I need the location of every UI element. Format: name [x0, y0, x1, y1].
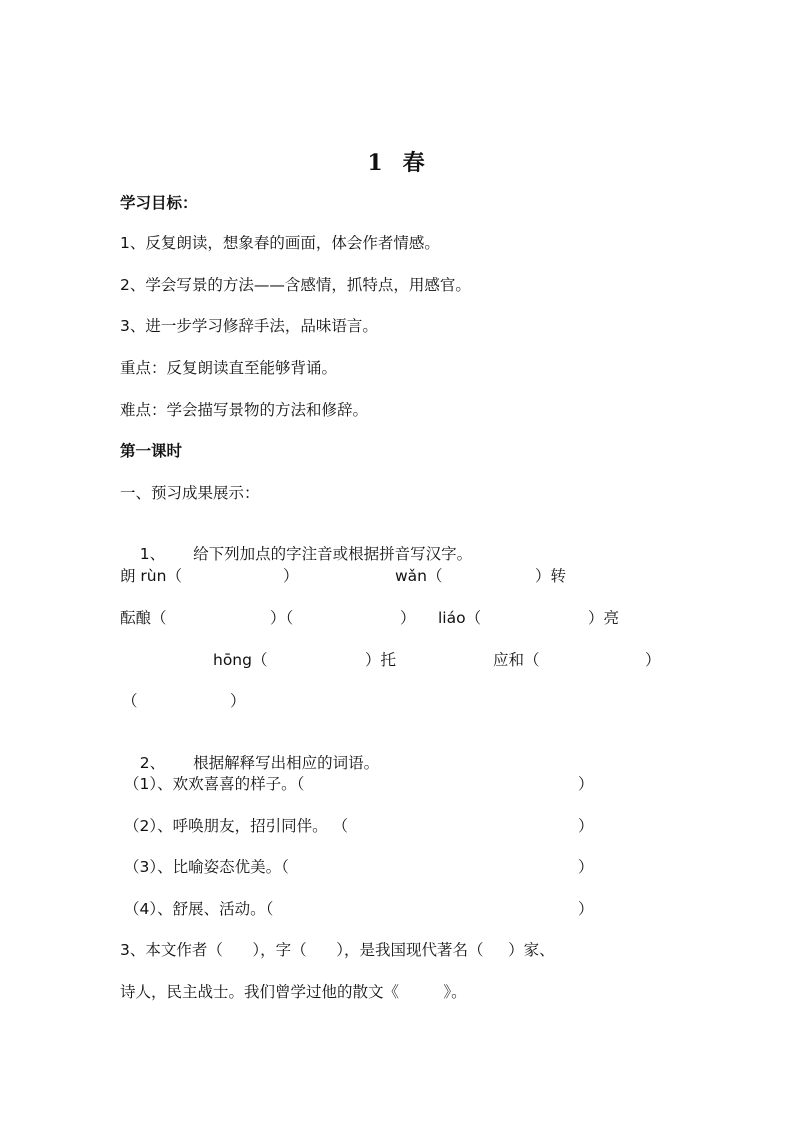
goals-heading: 学习目标： — [120, 194, 198, 212]
page-title — [0, 146, 794, 177]
title-text: 春 — [402, 150, 427, 176]
lesson-heading: 第一课时 — [120, 442, 183, 460]
q1-row2-b-close: ） — [400, 609, 416, 627]
q1-row1-a-close: ） — [283, 567, 299, 585]
q2-item-3-close: ） — [578, 858, 594, 876]
q1-row3-b-close: ） — [645, 651, 661, 669]
q2-item-1-label: （1）、欢欢喜喜的样子。（ — [124, 775, 305, 793]
q2-item-2-label: （2）、呼唤朋友，招引同伴。 （ — [124, 817, 349, 835]
q1-number: 1、 — [139, 545, 166, 563]
q1-row2-a-label: 酝酿（ — [120, 609, 167, 627]
q2-item-2-close: ） — [578, 817, 594, 835]
q1-row2-a-close: ）（ — [270, 609, 294, 627]
q3-line-2: 诗人，民主战士。我们曾学过他的散文《 》。 — [120, 983, 467, 1001]
q3-line-1: 3、本文作者（ ），字（ ），是我国现代著名（ ）家、 — [120, 941, 555, 959]
q2-item-3-label: （3）、比喻姿态优美。（ — [124, 858, 289, 876]
title-number: 1 — [367, 150, 385, 176]
q2-text: 根据解释写出相应的词语。 — [193, 754, 380, 772]
section-preview: 一、预习成果展示： — [120, 484, 260, 502]
difficulty-point: 难点：学会描写景物的方法和修辞。 — [120, 401, 369, 419]
q1-row1-b-label: wǎn（ — [395, 567, 443, 585]
goal-item-1: 1、反复朗读，想象春的画面，体会作者情感。 — [120, 234, 440, 252]
q1-row2-c-label: liáo（ — [438, 609, 482, 627]
goal-item-2: 2、学会写景的方法——含感情，抓特点，用感官。 — [120, 276, 471, 294]
q1-row4-close: ） — [230, 692, 246, 710]
q2-item-4-label: （4）、舒展、活动。（ — [124, 900, 274, 918]
key-point: 重点：反复朗读直至能够背诵。 — [120, 359, 338, 377]
q2-item-4-close: ） — [578, 900, 594, 918]
q1-row3-a-close: ）托 — [365, 651, 397, 669]
q2-number: 2、 — [139, 754, 166, 772]
q1-text: 给下列加点的字注音或根据拼音写汉字。 — [193, 545, 473, 563]
q2-item-1-close: ） — [578, 775, 594, 793]
q1-row1-a-label: 朗 rùn（ — [120, 567, 182, 585]
q1-row4-open: （ — [122, 692, 138, 710]
q1-row3-a-label: hōng（ — [213, 651, 268, 669]
q1-row2-c-close: ）亮 — [588, 609, 620, 627]
goal-item-3: 3、进一步学习修辞手法，品味语言。 — [120, 317, 378, 335]
q1-row1-b-close: ）转 — [535, 567, 567, 585]
q1-row3-b-label: 应和（ — [493, 651, 540, 669]
